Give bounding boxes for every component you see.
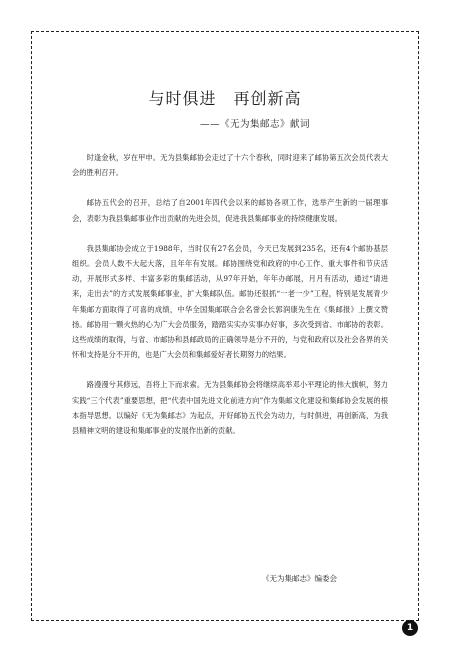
article-body [72,150,388,453]
paragraph-2: 邮协五代会的召开，总结了自2001年四代会以来的邮协各项工作，选举产生新的一届理事会，表彰为我县集邮事业作出贡献的先进会员，促进我县集邮事业的持续健康发展。 [72,198,388,223]
article-subtitle: ——《无为集邮志》献词 [200,119,311,130]
paragraph-4: 路漫漫兮其修远，吾将上下而求索。无为县集邮协会将继续高举邓小平理论的伟大旗帜，努力实践“三个代表”重要思想，把“代表中国先进文化前进方向”作为集邮文化建设和集邮协会发展的根本指导思想。以编好《无为集邮志》为起点，开好邮协五代会为动力，与时俱进，再创新高，为我县精神文明的建设和集邮事业的发展作出新的贡献。 [72,380,388,436]
paragraph-3: 我县集邮协会成立于1988年，当时仅有27名会员，今天已发展到235名，还有4个邮协基层组织。会员人数不大起大落，且年年有发展。邮协围绕党和政府的中心工作、重大事件和节庆活动，开展形式多样、丰富多彩的集邮活动，从97年开始，年年办邮展，月月有活动，通过“请进来，走出去”的方式发展集邮事业，扩大集邮队伍。邮协还很抓“一老一少”工程，特别是发展青少年集邮方面取得了可喜的成绩，中华全国集邮联合会名誉会长郭润康先生在《集邮报》上撰文赞扬。邮协用一颗火热的心为广大会员服务，踏踏实实办实事办好事，多次受到省、市邮协的表彰。这些成绩的取得，与省、市邮协和县邮政局的正确领导是分不开的，与党和政府以及社会各界的关怀和支持是分不开的，也是广大会员和集邮爱好者长期努力的结果。 [72,243,388,360]
signature: 《无为集邮志》编委会 [262,574,337,583]
article-title: 与时俱进 再创新高 [148,89,302,108]
paragraph-1: 时逢金秋，岁在甲申。无为县集邮协会走过了十六个春秋，同时迎来了邮协第五次会员代表大会的胜利召开。 [72,153,388,178]
page-number-badge: 1 [402,620,418,636]
